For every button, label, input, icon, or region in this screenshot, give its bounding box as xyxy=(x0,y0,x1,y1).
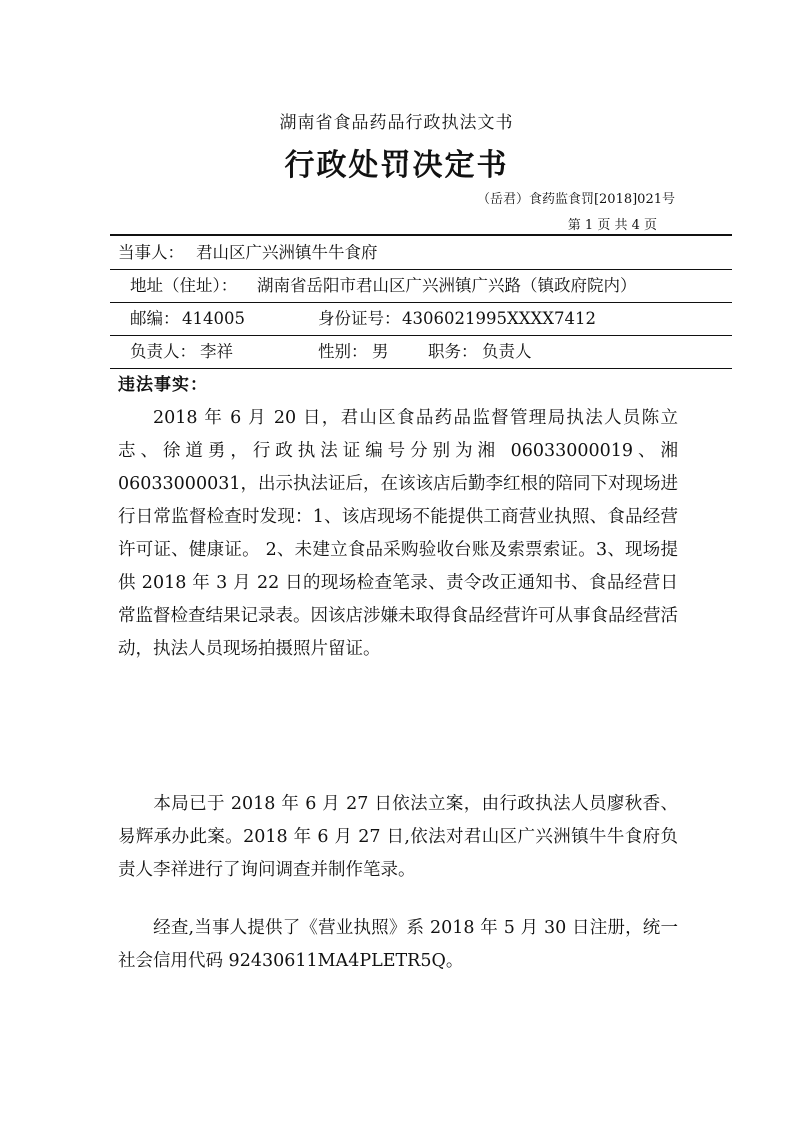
facts-heading: 违法事实： xyxy=(118,375,208,395)
id-number-value: 4306021995XXXX7412 xyxy=(402,309,596,328)
party-name-value: 君山区广兴洲镇牛牛食府 xyxy=(196,243,378,262)
party-info-table xyxy=(110,237,732,369)
gender-value: 男 xyxy=(372,342,389,361)
gender-label: 性别： xyxy=(318,342,368,361)
document-title: 行政处罚决定书 xyxy=(284,148,509,183)
party-address-value: 湖南省岳阳市君山区广兴洲镇广兴路（镇政府院内） xyxy=(257,276,637,295)
party-address-row xyxy=(110,270,732,303)
facts-paragraph-text: 本局已于 2018 年 6 月 27 日依法立案，由行政执法人员廖秋香、易辉承办此案。2018 年 6 月 27 日,依法对君山区广兴洲镇牛牛食府负责人李祥进行了询问调查并制作笔录。 xyxy=(118,794,678,880)
party-postcode-row xyxy=(110,303,732,336)
party-address-label: 地址（住址）： xyxy=(130,276,238,295)
id-number-label: 身份证号： xyxy=(318,309,401,328)
header-rule xyxy=(110,234,732,236)
party-name-row xyxy=(110,237,732,270)
facts-paragraph xyxy=(118,788,678,887)
issuer-heading: 湖南省食品药品行政执法文书 xyxy=(279,113,514,133)
position-label: 职务： xyxy=(428,342,478,361)
party-responsible-row xyxy=(110,336,732,369)
facts-paragraph-text: 经查,当事人提供了《营业执照》系 2018 年 5 月 30 日注册，统一社会信用代码 92430611MA4PLETR5Q。 xyxy=(118,918,678,971)
page-info: 第 1 页 共 4 页 xyxy=(567,218,657,233)
document-number: （岳君）食药监食罚[2018]021号 xyxy=(476,192,675,207)
postcode-value: 414005 xyxy=(182,309,245,328)
facts-paragraph xyxy=(118,912,678,978)
party-name-label: 当事人： xyxy=(118,243,184,262)
facts-paragraph-text: 2018 年 6 月 20 日，君山区食品药品监督管理局执法人员陈立志、徐道勇，行政执法证编号分别为湘 06033000019、湘 06033000031，出示执法证后，在该该店后勤李红根的陪同下对现场进行日常监督检查时发现：1、该店现场不能提供工商营业执照、食品经营许可证、健康证。 2、未建立食品采购验收台账及索票索证。3、现场提供 2018 年 3 月 22 日的现场检查笔录、责令改正通知书、食品经营日常监督检查结果记录表。因该店涉嫌未取得食品经营许可从事食品经营活动，执法人员现场拍摄照片留证。 xyxy=(118,408,678,659)
facts-paragraph xyxy=(118,402,678,666)
responsible-value: 李祥 xyxy=(200,342,233,361)
position-value: 负责人 xyxy=(482,342,532,361)
postcode-label: 邮编： xyxy=(130,309,180,328)
responsible-label: 负责人： xyxy=(130,342,196,361)
